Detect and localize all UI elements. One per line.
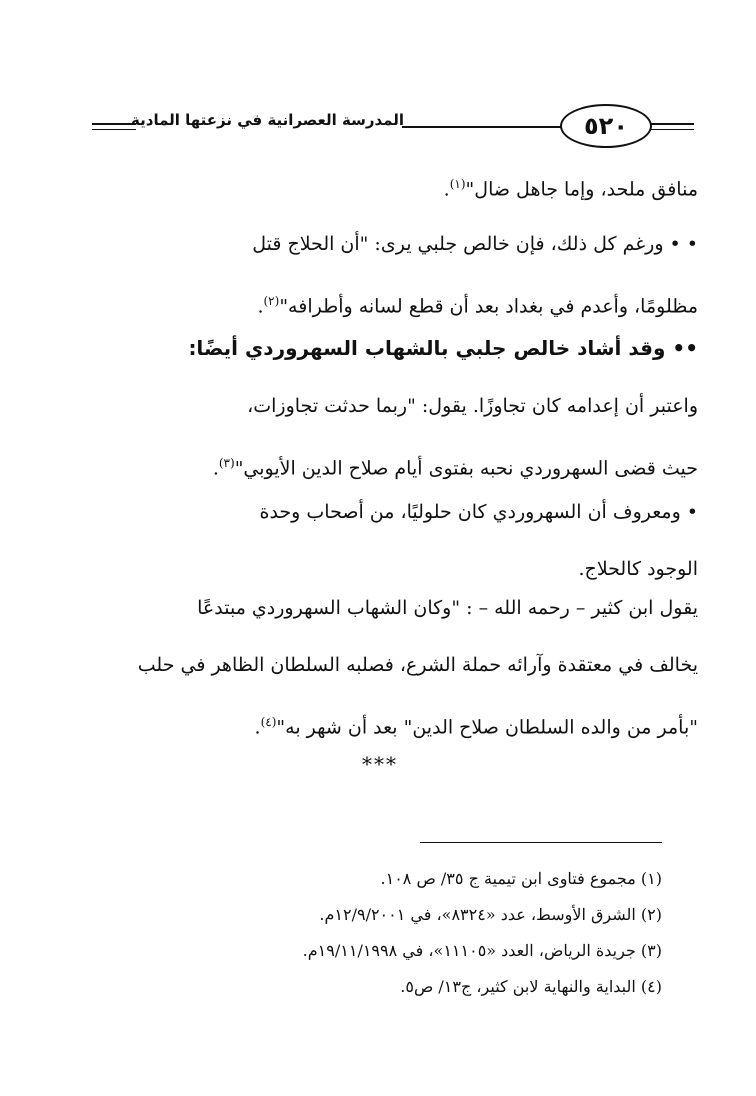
footnote-2: (٢) الشرق الأوسط، عدد «٨٣٢٤»، في ١٢/٩/٢٠٠١م. [319,905,662,924]
footnote-rule [420,842,662,843]
footnote-ref: (٤) [260,715,277,729]
footnote-ref: (٢) [263,294,280,308]
text-line: • • ورغم كل ذلك، فإن خالص جلبي يرى: "أن الحلاج قتل [252,233,698,255]
header-rule-middle [402,126,562,128]
header-rule-left [92,123,136,125]
paragraph-2 [78,216,698,330]
footnote-ref: (٣) [218,456,235,470]
page-number: ٥٢٠ [560,104,652,148]
text-line: يقول ابن كثير – رحمه الله – : "وكان الشهاب السهروردي مبتدعًا [197,597,698,619]
header-rule-left-thin [92,129,136,130]
text-line: الوجود كالحلاج. [578,558,698,580]
paragraph-1 [78,156,698,213]
text-line: منافق ملحد، وإما جاهل ضال"$^{(١)}$. [443,177,698,201]
text-line: واعتبر أن إعدامه كان تجاوزًا. يقول: "ربما حدثت تجاوزات، [247,395,698,417]
running-title: المدرسة العصرانية في نزعتها المادية [131,111,404,129]
footnote-4: (٤) البداية والنهاية لابن كثير، ج١٣/ ص٥. [400,977,662,996]
text-line: حيث قضى السهروردي نحبه بفتوى أيام صلاح الدين الأيوبي"$^{(٣)}$. [212,456,698,480]
section-heading [78,320,698,377]
text-line: مظلومًا، وأعدم في بغداد بعد أن قطع لسانه وأطرافه"$^{(٢)}$. [257,294,698,318]
text-line: يخالف في معتقدة وآرائه حملة الشرع، فصلبه السلطان الظاهر في حلب [137,654,698,676]
footnote-1: (١) مجموع فتاوى ابن تيمية ج ٣٥/ ص ١٠٨. [380,869,662,888]
section-separator: *** [362,752,398,776]
header-rule-right [650,123,694,125]
footnote-3: (٣) جريدة الرياض، العدد «١١١٠٥»، في ١٩/١١/١٩٩٨م. [302,941,662,960]
footnote-ref: (١) [449,177,466,191]
text-line: • ومعروف أن السهروردي كان حلوليًا، من أصحاب وحدة [259,501,698,523]
header-rule-right-thin [650,129,694,130]
text-line: "بأمر من والده السلطان صلاح الدين" بعد أن شهر به"$^{(٤)}$. [254,715,698,739]
paragraph-4 [78,378,698,492]
heading-text: •• وقد أشاد خالص جلبي بالشهاب السهروردي أيضًا: [188,336,698,360]
paragraph-6 [78,580,698,751]
